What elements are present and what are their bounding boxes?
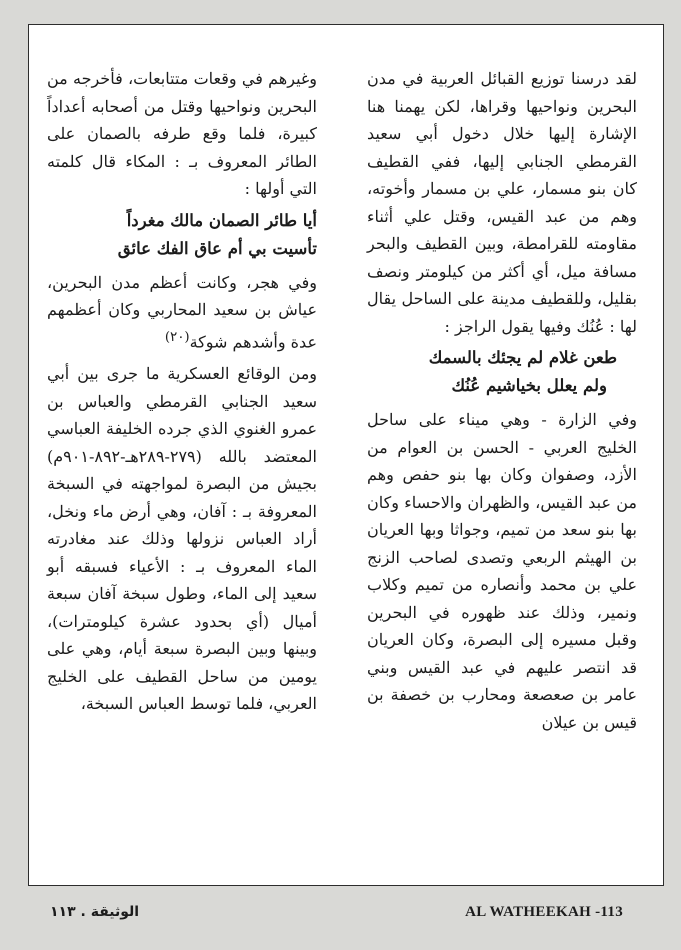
- paragraph-text: وفي هجر، وكانت أعظم مدن البحرين، عياش بن سعيد المحاربي وكان أعظمهم عدة وأشدهم شوكة: [47, 272, 317, 351]
- right-column: [367, 65, 637, 736]
- paragraph: [47, 269, 317, 356]
- verse-hemistich: طعن غلام لم يجئك بالسمك: [428, 348, 617, 367]
- verse-hemistich: أيا طائر الصمان مالك مغرداً: [126, 210, 317, 230]
- poem-verse: [47, 207, 317, 263]
- page-frame: [28, 24, 664, 886]
- footnote-reference: (٢٠): [164, 329, 190, 345]
- poem-verse: [367, 344, 637, 400]
- paragraph: وغيرهم في وقعات متتابعات، فأخرجه من البحرين ونواحيها وقتل من أصحابه أعداداً كبيرة، فلما وقع طرفه بالصمان على الطائر المعروف بـ : المكاء قال كلمته التي أولها :: [47, 69, 317, 198]
- arabic-page-number: الوثيقة . ١١٣: [50, 904, 140, 920]
- page-footer: [0, 896, 681, 926]
- paragraph: لقد درسنا توزيع القبائل العربية في مدن البحرين ونواحيها وقراها، لكن يهمنا هنا الإشارة إليها خلال دخول أبي سعيد القرمطي الجنابي إليها، ففي القطيف كان بنو مسمار، علي بن مسمار وأخوته، وهم من عبد القيس، وقتل علي أثناء مقاومته للقرامطة، وبين القطيف والبحر مسافة ميل، أي أكثر من كيلومتر ونصف بقليل، وللقطيف مدينة على الساحل يقال لها : عُنُك وفيها يقول الراجز :: [367, 69, 637, 336]
- paragraph: ومن الوقائع العسكرية ما جرى بين أبي سعيد الجنابي القرمطي والعباس بن عمرو الغنوي الذي جرده الخليفة العباسي المعتضد بالله (٢٧٩-٢٨٩هـ-٨٩٢-٩٠١م) بجيش من البصرة لمواجهته في السبخة المعروفة بـ : آفان، وهي أرض ماء ونخل، أراد العباس نزولها وذلك عند مغادرته الماء المعروف بـ : الأعياء فسبقه أبو سعيد إلى الماء، وطول سبخة آفان سبعة أميال (أي بحدود عشرة كيلومترات)، وبينها وبين البصرة سبعة أيام، وهي على يومين من ساحل القطيف على الخليج العربي، فلما توسط العباس السبخة،: [47, 364, 317, 714]
- paragraph: وفي الزارة - وهي ميناء على ساحل الخليج العربي - الحسن بن العوام من الأزد، وصفوان وكان بها بنو حفص وهم من عبد القيس، والظهران والاحساء وكان بها بنو سعد من تميم، وجواثا وبها العريان بن الهيثم الربعي وتصدى لصاحب الزنج علي بن محمد وأنصاره من تميم وكلاب ونمير، وذلك عند ظهوره في البحرين وقبل مسيره إلى البصرة، وكان العريان قد انتصر عليهم في عبد القيس وبني عامر بن صعصعة ومحارب بن خصفة بن قيس بن عيلان: [367, 410, 637, 732]
- left-column: [47, 65, 317, 718]
- verse-hemistich: تأسيت بي أم عاق الفك عائق: [117, 238, 317, 258]
- verse-hemistich: ولم يعلل بخياشيم عُنُك: [451, 376, 607, 395]
- latin-page-number: AL WATHEEKAH -113: [465, 904, 623, 920]
